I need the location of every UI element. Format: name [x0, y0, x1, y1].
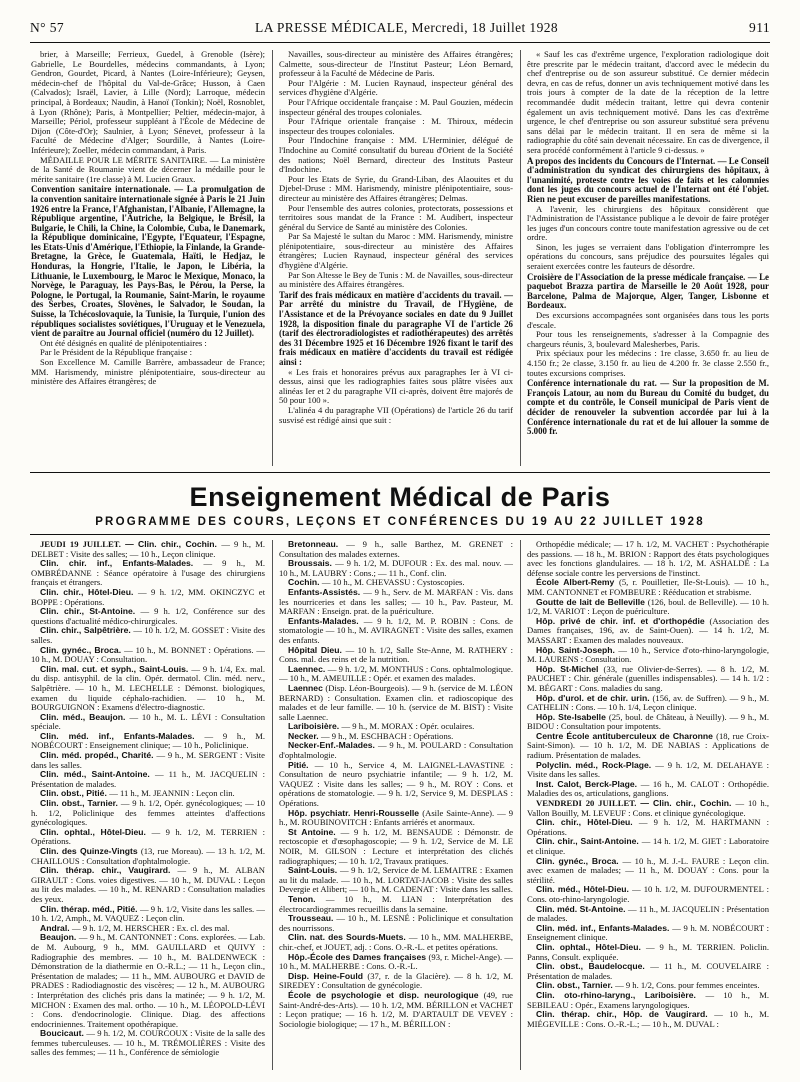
- program-entry: [31, 646, 265, 665]
- program-entry-heading: — Clin. chir., Cochin.: [640, 798, 736, 809]
- program-entry-text: — 9 h. 1/2, Cons. pour femmes enceintes.: [615, 980, 760, 991]
- program-entry-text: (49, rue Saint-André-des-Arts). — 10 h. 1/2, MM. BÉRILLON et VACHET : Leçon pratique; — 16 h. 1/2, M. D'ARTAULT DE VEVEY : Sociologie biologique; — 17 h., M. BÉRILLON :: [279, 989, 513, 1029]
- program-entry-heading: Tenon.: [288, 893, 326, 904]
- program-entry-heading: Clin. méd., Beaujon.: [40, 711, 130, 722]
- program-entry-heading: Broussais.: [288, 558, 336, 569]
- program-entry-heading: — Clin. chir., Cochin.: [125, 540, 222, 549]
- program-entry-text: — 9 h., M. DELBET : Visite des salles; — 10 h., Leçon clinique.: [31, 540, 265, 559]
- article-paragraph: Pour l'Afrique orientale française : M. Thiroux, médecin inspecteur des troupes coloniales.: [279, 116, 513, 136]
- news-column-2: [279, 50, 513, 466]
- news-column-3: [527, 50, 769, 466]
- program-entry-text: — 10 h., MM. MALHERBE, chir.-chef, et JOUET, adj. : Cons. O.-R.-L. et petites opérations.: [279, 932, 513, 952]
- program-entry-heading: Laennec.: [288, 663, 328, 674]
- program-entry-heading: Andral.: [40, 922, 72, 933]
- program-entry: [279, 809, 513, 828]
- program-entry-text: — 9 h., M. POULARD : Consultation d'ophtalmologie.: [279, 740, 513, 761]
- program-entry-heading: Clin. méd. St-Antoine.: [536, 903, 629, 914]
- program-entry: [527, 578, 769, 597]
- program-entry-text: — 9 h., M. ALBAN GIRAULT : Cons. voies digestives. — 10 h., M. DUVAL : Leçon au lit des malades. — 10 h., M. RENARD : Consultation maladies des yeux.: [31, 865, 265, 904]
- article-paragraph-heading: Conférence internationale du rat. — Sur la proposition de M. François Latour, au nom du Bureau du Comité du budget, du compte et du contrôle, le Conseil municipal de Paris vient de décider de renouveler la subvention accordée par lui à la Conférence internationale du rat et de lui allouer la somme de 5.000 fr.: [527, 378, 769, 437]
- program-entry: [279, 933, 513, 952]
- program-entry-heading: Clin. chir. inf., Enfants-Malades.: [40, 558, 204, 569]
- program-entry-text: (13, rue Moreau). — 13 h. 1/2, M. CHAILLOUS : Consultation d'ophtalmologie.: [31, 846, 265, 866]
- program-entry-text: — 9 h., M. ESCHBACH : Opérations.: [320, 730, 454, 741]
- article-paragraph: Son Excellence M. Camille Barrère, ambassadeur de France; MM. Harismendy, ministre plénipotentiaire, sous-directeur au ministère des Affaires étrangères; de: [31, 357, 265, 387]
- article-paragraph: « Sauf les cas d'extrême urgence, l'exploration radiologique doit être prescrite par le médecin traitant, d'accord avec le médecin du chef d'entreprise ou de son assureur substitué. Ce dernier médecin devra, en cas de refus, donner un avis techniquement motivé dans les trois jours à compter de la date de la réception de la lettre recommandée dudit médecin traitant, lettre qui devra contenir également un avis techniquement motivé. Dans les cas d'extrême urgence, le chef d'entreprise ou son assureur substitué sera prévenu sans délai par le médecin traitant. Il en sera de même si la radiographie du côté sain devenait nécessaire. En cas de divergence, il sera procédé conformément à l'article 9 ci-dessus. »: [527, 50, 769, 155]
- header-rule: [30, 42, 770, 43]
- program-entry: [31, 933, 265, 1029]
- program-entry-heading: Hôp. d'urol. et de chir. urin.: [536, 692, 653, 703]
- program-entry: [279, 895, 513, 914]
- program-entry: [527, 799, 769, 818]
- program-entry-heading: École de psychologie et disp. neurologique: [288, 989, 484, 1000]
- program-entry-text: — 10 h., Service d'oto-rhino-laryngologie, M. LAURENS : Consultation.: [527, 644, 769, 665]
- program-entry-heading: Hôpital Dieu.: [288, 644, 346, 655]
- program-entry-text: — 10 h., Service 4, M. LAIGNEL-LAVASTINE : Consultation de neuro psychiatrie infantile; — 9 h. 1/2, M. VAQUEZ : Visite dans les salles; — 9 h., M. ROY : Cons. et opérations de stomatologie. — 9 h. 1/2, Service 9, M. DESPLAS : Opérations.: [279, 759, 513, 809]
- program-entry-text: — 9 h. 1/2, M. TERRIEN : Opérations.: [31, 826, 265, 847]
- program-entry: [279, 953, 513, 972]
- program-entry-heading: Clin. thérap. chir., Vaugirard.: [40, 865, 178, 876]
- program-day: JEUDI 19 JUILLET.: [40, 540, 126, 549]
- program-entry-heading: Necker-Enf.-Malades.: [288, 740, 378, 751]
- program-entry-text: — 9 h. 1/2, M. DUFOUR : Ex. des mal. nouv. — 10 h., M. LAUBRY : Cons.; — 11 h., Conf. clin.: [279, 558, 513, 578]
- article-paragraph: Navailles, sous-directeur au ministère des Affaires étrangères; Calmette, sous-directeur de l'Institut Pasteur; Léon Bernard, professeur à la Faculté de Médecine de Paris.: [279, 50, 513, 79]
- program-entry-text: — 10 h., M. CHEVASSU : Cystoscopies.: [321, 577, 465, 588]
- article-paragraph-heading: A propos des incidents du Concours de l'Internat. — Le Conseil d'administration du syndicat des chirurgiens des hôpitaux, à l'unanimité, proteste contre les voies de faits et les calomnies dont les juges du concours actuel de l'Internat ont été l'objet. Rien ne peut excuser de pareilles manifestations.: [527, 155, 769, 204]
- program-entry: [527, 540, 769, 578]
- program-entry: [31, 665, 265, 713]
- program-entry-heading: Saint-Louis.: [288, 865, 340, 876]
- program-entry-text: (37, r. de la Glacière). — 8 h. 1/2, M. SIREDEY : Consultation de gynécologie.: [279, 970, 513, 991]
- program-entry-text: — 9 h., Serv. de M. MARFAN : Vis. dans les nourriceries et dans les salles; — 10 h., Pav. Pasteur, M. MARFAN : Enseign. prat. de la puériculture.: [279, 586, 513, 617]
- program-entry-text: — 10 h., Vallon Bouilly, M. LEVEUF : Cons. et clinique gynécologique.: [527, 798, 769, 818]
- section-rule: [30, 472, 770, 473]
- program-entry: [279, 914, 513, 933]
- program-entry-heading: Hôp. St-Michel: [536, 663, 604, 674]
- program-entry-heading: Hôp. Ste-Isabelle: [536, 711, 609, 722]
- program-entry: [527, 924, 769, 943]
- program-entry-text: — 9 h. 1/2, M. BENSAUDE : Démonstr. de rectoscopie et d'œsophagoscopie; — 9 h. 1/2, Service de M. LE NOIR, M. GILSON : Lecture et interprétation des clichés radiographiques; — 10 h. 1/2, Travaux pratiques.: [279, 826, 513, 866]
- program-entry-heading: Disp. Heine-Fould: [288, 970, 368, 981]
- program-entry: [279, 761, 513, 809]
- program-entry-text: — 9 h. 1/2, Conférence sur des questions d'actualité médico-chirurgicales.: [31, 606, 265, 626]
- program-entry-text: — 10 h. 1/2, Salle Ste-Anne, M. RATHERY : Cons. mal. des reins et de la nutrition.: [279, 644, 513, 665]
- program-entry-text: (126, boul. de Belleville). — 10 h. 1/2, M. VARIOT : Leçon de puériculture.: [527, 596, 769, 617]
- program-entry-heading: Clin. oto-rhino-laryng., Lariboisière.: [536, 989, 706, 1000]
- program-entry: [279, 617, 513, 646]
- program-entry-text: (25, boul. de Château, à Neuilly). — 9 h., M. BIDOU : Consultation pour impotents.: [527, 711, 769, 732]
- article-paragraph: Pour l'ensemble des autres colonies, protectorats, possessions et territoires sous mandat de la France : M. Audibert, inspecteur général du Service de Santé au ministère des Colonies.: [279, 202, 513, 232]
- program-entry-heading: Cochin.: [288, 577, 322, 588]
- program-entry-text: (33, rue Olivier-de-Serres). — 8 h. 1/2, M. PAUCHET : Chir. générale (guenilles indispensables). — 14 h. 1/2 : M. BÉGART : Cons. maladies du sang.: [527, 663, 769, 693]
- article-paragraph: Sinon, les juges se verraient dans l'obligation d'interrompre les opérations du concours, sans préjudice des poursuites légales qui seraient exercées contre les fauteurs de désordre.: [527, 241, 769, 272]
- program-entry-heading: Clin. méd. propéd., Charité.: [40, 750, 157, 761]
- program-entry-heading: Clin. gynéc., Broca.: [40, 644, 125, 655]
- program-entry: [527, 732, 769, 761]
- program-entry: [527, 837, 769, 856]
- program-entry-text: (156, av. de Suffren). — 9 h., M. CATHELIN : Cons. — 10 h. 1/4, Leçon clinique.: [527, 692, 769, 713]
- article-paragraph: Pour tous les renseignements, s'adresser à la Compagnie des chargeurs réunis, 3, boulevard Malesherbes, Paris.: [527, 329, 769, 349]
- program-entry-heading: Clin. obst., Tarnier.: [40, 798, 121, 809]
- program-entry-text: — 10 h., M. MIÉGEVILLE : Cons. O.-R.-L.; — 10 h., M. DUVAL :: [527, 1009, 769, 1029]
- program-entry-text: — 9 h., M. MORAX : Opér. oculaires.: [341, 721, 475, 732]
- program-entry-heading: Clin. méd. inf., Enfants-Malades.: [536, 922, 673, 933]
- program-entry: [31, 905, 265, 924]
- program-entry-heading: Clin. méd., Saint-Antoine.: [40, 769, 156, 780]
- article-paragraph-heading: Tarif des frais médicaux en matière d'accidents du travail. — Par arrêté du ministre du Travail, de l'Hygiène, de l'Assistance et de la Prévoyance sociales en date du 9 Juillet 1928, la disposition finale du paragraphe VI de l'article 26 (tarif des électroradiologistes et radiothérapeutes) des arrêtés des 31 Décembre 1925 et 16 Décembre 1926 fixant le tarif des frais médicaux en matière d'accidents du travail est rédigée ainsi :: [279, 289, 513, 367]
- program-entry: [31, 559, 265, 588]
- program-entry-heading: Clin. chir., Saint-Antoine.: [536, 836, 642, 847]
- program-entry: [527, 991, 769, 1010]
- program-entry-text: — 9 h. 1/2, Visite dans les salles. — 10 h. 1/2, Amph., M. VAQUEZ : Leçon clin.: [31, 903, 265, 924]
- program-column-1: [31, 540, 265, 1070]
- article-paragraph: Prix spéciaux pour les médecins : 1re classe, 3.650 fr. au lieu de 4.150 fr.; 2e classe, 3.150 fr. au lieu de 4.200 fr. 3e classe 2.550 fr., toutes excursions comprises.: [527, 348, 769, 378]
- program-entry-heading: Clin. méd., Hôtel-Dieu.: [536, 884, 633, 895]
- program-entry-text: (Disp. Léon-Bourgeois). — 9 h. (service de M. LÉON BERNARD) : Consultation. Examen clin. et radioscopique des malades et de leur famille. — 10 h. (service de M. BIST) : Visite salle Laennec.: [279, 682, 513, 722]
- program-entry: [279, 684, 513, 722]
- program-entry-heading: St Antoine.: [288, 826, 341, 837]
- program-entry: [279, 559, 513, 578]
- program-entry-heading: Polyclin. méd., Rock-Plage.: [536, 759, 656, 770]
- program-entry: [527, 905, 769, 924]
- program-entry-text: — 9 h., salle Barthez, M. GRENET : Consultation des malades externes.: [279, 540, 513, 559]
- news-column-1: [31, 50, 265, 466]
- program-column-2: [279, 540, 513, 1070]
- program-entry-text: — 9 h., M. CANTONNET : Cons. explorées. — Lab. de M. Aubourg, 9 h., MM. GAUILLARD et QUIVY : Radiographie des membres. — 10 h., M. BALDENWECK : Démonstration de la diathermie en O.-R.L.; — 11 h., Leçon clin., Présentation de malades; — 11 h., MM. AUBOURG et DAVID de PRADES : Radiodiagnostic des viscères; — 12 h., M. AUBOURG : Interprétation des clichés pris dans la matinée; — 9 h. 1/2, M. MICHON : Examen des mal. ortho. — 10 h., M. LÉOPOLD-LÉVI : Cons. d'endocrinologie. Clinique. Diag. des affections endocriniennes. Traitement opothérapique.: [31, 932, 265, 1029]
- program-entry-heading: Enfants-Assistés.: [288, 586, 364, 597]
- program-entry-text: Orthopédie médicale; — 17 h. 1/2, M. VACHET : Psychothérapie des passions. — 18 h., M. BRION : Rapport des états psychologiques avec les fonctions glandulaires. — 18 h. 1/2, M. ASHALDÉ : La défense sociale contre les perversions de l'instinct.: [527, 540, 769, 578]
- program-entry: [527, 617, 769, 646]
- program-entry-text: — 10 h., M. LESNÉ : Policlinique et consultation des nourrissons.: [279, 913, 513, 933]
- program-entry-text: — 9 h. 1/2, MM. OKINCZYC et BOPPE : Opérations.: [31, 586, 265, 607]
- article-paragraph: Des excursions accompagnées sont organisées dans tous les ports d'escale.: [527, 310, 769, 330]
- program-entry-heading: Clin. chir., Salpêtrière.: [40, 625, 134, 636]
- program-entry-text: — 10 h. 1/2, M. GOSSET : Visite des salles.: [31, 625, 265, 645]
- program-entry-text: — 9 h., M. SERGENT : Visite dans les salles.: [31, 750, 265, 770]
- article-paragraph: Pour l'Afrique occidentale française : M. Paul Gouzien, médecin inspecteur général des troupes coloniales.: [279, 96, 513, 117]
- program-entry-heading: Clin. chir., St-Antoine.: [40, 606, 141, 617]
- page-number-right: 911: [749, 20, 770, 35]
- program-entry-text: — 11 h., M. JACQUELIN : Présentation de malades.: [527, 903, 769, 924]
- program-entry-heading: Hôp. psychiatr. Henri-Rousselle: [288, 807, 423, 818]
- program-entry-text: — 10 h., M. BONNET : Opérations. — 10 h., M. DOUAY : Consultation.: [31, 644, 265, 665]
- program-entry-text: (93, r. Michel-Ange). — 10 h., M. MALHERBE : Cons. O.-R.-L.: [279, 951, 513, 972]
- article-paragraph: Par le Président de la République française :: [40, 347, 193, 358]
- program-entry-text: (Association des Dames françaises, 196, av. de Saint-Ouen). — 14 h. 1/2, M. MASSART : Examen des malades nouveaux.: [527, 615, 769, 645]
- program-entry: [527, 1010, 769, 1029]
- section-title: Enseignement Médical de Paris: [189, 482, 611, 512]
- program-entry-text: — 9 h., M. OMBRÉDANNE : Séance opératoire à l'usage des chirurgiens français et étrangers.: [31, 558, 265, 588]
- column-divider: [520, 540, 521, 1070]
- column-divider: [272, 540, 273, 1070]
- program-entry: [279, 665, 513, 684]
- program-entry-text: — 11 h., M. JEANNIN : Leçon clin.: [109, 788, 235, 799]
- program-entry-heading: Clin. nat. des Sourds-Muets.: [288, 932, 409, 943]
- program-entry: [31, 713, 265, 732]
- program-entry-heading: Hôp. privé de chir. inf. et d'orthopédie: [536, 615, 710, 626]
- program-entry-heading: Clin. mal. cut. et syph., Saint-Louis.: [40, 663, 192, 674]
- program-entry-text: — 10 h., M. L. LÉVI : Consultation spéciale.: [31, 711, 265, 732]
- program-entry-text: — 9 h. 1/2, M. DELAHAYE : Visite dans les salles.: [527, 759, 769, 780]
- program-entry-heading: Lariboisière.: [288, 721, 342, 732]
- program-entry: [31, 607, 265, 626]
- program-entry: [527, 713, 769, 732]
- program-entry-text: — 9 h. 1/2, Service de M. LEMAITRE : Examen au lit du malade. — 10 h., M. LORTAT-JACOB : Visite des salles Devergie et Alibert; — 10 h., M. CADENAT : Visite dans les salles.: [279, 865, 513, 895]
- program-entry-heading: Necker.: [288, 730, 321, 741]
- program-entry-text: (18, rue Croix-Saint-Simon). — 10 h. 1/2, M. DE NABIAS : Applications de radium. Présentation de malades.: [527, 730, 769, 761]
- program-entry-heading: Trousseau.: [288, 913, 337, 924]
- program-entry-heading: Laennec: [288, 682, 326, 693]
- program-entry-heading: Clin. obst., Baudelocque.: [536, 961, 651, 972]
- program-entry-text: — 9 h. 1/2, M. P. ROBIN : Cons. de stomatologie — 10 h., M. AVIRAGNET : Visite des salles, examen des enfants.: [279, 615, 513, 645]
- page-number-left: N° 57: [30, 20, 65, 35]
- article-paragraph-heading: Croisière de l'Association de la presse médicale française. — Le paquebot Brazza partira de Marseille le 20 Août 1928, pour Barcelone, Palma de Majorque, Alger, Tanger, Lisbonne et Bordeaux.: [527, 271, 769, 311]
- program-entry: [31, 588, 265, 607]
- program-entry-text: (5, r. Pouilletier, Ile-St-Louis). — 10 h., MM. CANTONNET et FOMBEURE : Rééducation et strabisme.: [527, 577, 769, 597]
- program-entry-heading: Clin. chir., Hôtel-Dieu.: [40, 586, 139, 597]
- program-entry: [279, 540, 513, 559]
- program-entry-text: (Asile Sainte-Anne). — 9 h., M. ROUBINOVITCH : Enfants arriérés et anormaux.: [279, 807, 513, 828]
- program-entry-heading: Clin. thérap. chir., Hôp. de Vaugirard.: [536, 1009, 715, 1020]
- running-header: [30, 20, 770, 38]
- program-entry-heading: École Albert-Remy: [536, 577, 619, 588]
- program-entry-heading: Clin. gynéc., Broca.: [536, 855, 623, 866]
- program-entry-heading: Clin. ophtal., Hôtel-Dieu.: [536, 941, 646, 952]
- program-entry-heading: Pitié.: [288, 759, 315, 770]
- program-entry-text: — 9 h. 1/2, Opér. gynécologiques; — 10 h. 1/2, Policlinique des femmes atteintes d'affections gynécologiques.: [31, 798, 265, 828]
- program-entry: [279, 866, 513, 895]
- article-paragraph: brier, à Marseille; Ferrieux, Guedel, à Grenoble (Isère); Gabrielle, Le Bourdelles, médecins commandants, à Lyon; Gendron, Gourdet, Picard, à Nantes (Loire-Inférieure); Geysen, médecin-chef de l'hôpital du Val-de-Grâce; Husson, à Caen (Calvados); Israël, Lavier, à Lille (Nord); Larroque, médecin principal, à Bordeaux; Naudin, à Hanoï (Tonkin); Noël, Rosnoblet, à Lyon (Rhône); Paris, à Montpellier; Peltier, médecin-major, à Marseille; Périol, professeur suppléant à l'École de Médecine de Dijon (Côte-d'Or); Saulnier, à Lyon; Sénevet, professeur à la Faculté de Médecine d'Alger; Sourdille, à Nantes (Loire-Inférieure); Zoeller, médecin commandant, à Paris.: [31, 50, 265, 155]
- program-entry-text: — 16 h., M. CALOT : Orthopédie. Maladies des os, articulations, ganglions.: [527, 778, 769, 799]
- program-entry: [31, 828, 265, 847]
- program-entry: [31, 1029, 265, 1058]
- program-entry-heading: Hôp. Saint-Joseph.: [536, 644, 619, 655]
- journal-title: LA PRESSE MÉDICALE, Mercredi, 18 Juillet 1928: [255, 20, 559, 35]
- program-entry-text: — 9 h. 1/2, M. COURCOUX : Visite de la salle des femmes tuberculeuses. — 10 h., M. TRÉMOLIÈRES : Visite des salles des femmes; — 11 h., Conférence de sémiologie: [31, 1028, 265, 1058]
- program-entry-heading: Goutte de lait de Belleville: [536, 596, 648, 607]
- program-entry-heading: Clin. thérap. méd., Pitié.: [40, 903, 140, 914]
- program-entry-text: — 11 h., M. COUVELAIRE : Présentation de malades.: [527, 961, 769, 981]
- article-paragraph: Par Sa Majesté le sultan du Maroc : MM. Harismendy, ministre plénipotentiaire, sous-directeur au ministère des Affaires étrangères; Lucien Raynaud, inspecteur général des services d'hygiène d'Algérie.: [279, 231, 513, 271]
- program-entry: [279, 828, 513, 866]
- article-paragraph: Pour l'Indochine française : MM. L'Herminier, délégué de l'Indochine au Comité consultatif du bureau d'Orient de la Société des nations; Noël Bernard, directeur des Instituts Pasteur d'Indochine.: [279, 135, 513, 175]
- program-day: VENDREDI 20 JUILLET.: [536, 798, 641, 809]
- program-entry: [527, 943, 769, 962]
- program-entry-heading: Centre École antituberculeux de Charonne: [536, 730, 717, 741]
- program-entry-heading: Boucicaut.: [40, 1028, 87, 1039]
- program-entry-text: — 9 h. 1/2, M. HARTMANN : Opérations.: [527, 817, 769, 837]
- program-entry: [279, 741, 513, 760]
- article-paragraph: A l'avenir, les chirurgiens des hôpitaux considèrent que l'Administration de l'Assistance publique a le devoir de faire protéger les juges d'un concours contre toute manifestation agressive ou de cet ordre.: [527, 203, 769, 243]
- article-paragraph: MÉDAILLE POUR LE MÉRITE SANITAIRE. — La ministère de la Santé de Roumanie vient de décerner la médaille pour le mérite sanitaire (1re classe) à M. Lucien Graux.: [31, 154, 265, 184]
- program-entry-text: — 10 h., M. SEBILEAU : Opér., Examens laryngologiques.: [527, 989, 769, 1010]
- column-divider: [520, 50, 521, 466]
- article-paragraph: Par Son Altesse le Bey de Tunis : M. de Navailles, sous-directeur au ministère des Affaires étrangères.: [279, 269, 513, 290]
- program-entry: [31, 847, 265, 866]
- column-divider: [272, 50, 273, 466]
- program-entry-heading: Inst. Calot, Berck-Plage.: [536, 778, 641, 789]
- program-entry-text: — 9 h., M. TERRIEN. Policlin. Panns, Consult. expliquée.: [527, 941, 769, 962]
- article-paragraph: L'alinéa 4 du paragraphe VII (Opérations) de l'article 26 du tarif susvisé est rédigé ainsi que suit :: [279, 404, 513, 425]
- article-paragraph: Pour les Etats de Syrie, du Grand-Liban, des Alaouites et du Djebel-Druse : MM. Harismendy, ministre plénipotentiaire, sous-directeur au ministère des Affaires étrangères; Delmas.: [279, 173, 513, 203]
- article-paragraph: « Les frais et honoraires prévus aux paragraphes Ier à VI ci-dessus, ainsi que les radiographies faites sous plâtre visées aux alinéas Ier et 2 du paragraphe VII ci-après, doivent être majorés de 50 pour 100 ».: [279, 366, 513, 406]
- program-entry: [527, 818, 769, 837]
- program-entry-text: — 10 h., M. J.-L. FAURE : Leçon clin. avec examen de malades; — 11 h., M. DOUAY : Cons. pour la stérilité.: [527, 855, 769, 885]
- program-entry: [279, 972, 513, 991]
- program-entry-heading: Bretonneau.: [288, 540, 347, 549]
- program-entry: [31, 540, 265, 559]
- program-entry: [527, 962, 769, 981]
- program-entry: [31, 626, 265, 645]
- program-entry-text: — 11 h., M. JACQUELIN : Présentation de malades.: [31, 769, 265, 789]
- program-entry: [31, 732, 265, 751]
- program-entry-heading: Clin. méd. inf., Enfants-Malades.: [40, 730, 205, 741]
- program-entry: [527, 665, 769, 694]
- program-entry: [31, 751, 265, 770]
- program-entry-heading: Clin. des Quinze-Vingts: [40, 846, 141, 856]
- program-entry: [279, 588, 513, 617]
- program-entry-text: — 9 h. 1/2, M. HERSCHER : Ex. cl. des mal.: [72, 922, 230, 933]
- program-column-3: [527, 540, 769, 1070]
- program-entry-heading: Clin. obst., Tarnier.: [536, 980, 616, 991]
- program-entry: [527, 885, 769, 904]
- program-entry-heading: Hôp.-École des Dames françaises: [288, 951, 429, 962]
- program-entry-text: — 9 h. 1/4, Ex. mal. du disp. antisyphil. de la clin. Opér. dermatol. Clin. méd. nerv., Salpêtrière. — 10 h., M. LECHELLE : Démonst. biologiques, examen du liquide céphalo-rachidien. — 10 h., M. BOURGUIGNON : Examens d'électro-diagnostic.: [31, 663, 265, 713]
- program-entry-text: — 10 h., M. LIAN : Interprétation des électrocardiogrammes recueillis dans la semaine.: [279, 893, 513, 914]
- program-entry-heading: Beaujon.: [40, 932, 79, 943]
- program-entry-heading: Clin. obst., Pitié.: [40, 788, 110, 799]
- program-entry-text: — 9 h. M. NOBÉCOURT : Enseignement clinique.: [527, 922, 769, 943]
- program-entry-heading: Clin. ophtal., Hôtel-Dieu.: [40, 826, 152, 837]
- program-entry: [527, 780, 769, 799]
- program-entry: [31, 866, 265, 904]
- program-entry: [279, 991, 513, 1029]
- program-entry: [527, 761, 769, 780]
- program-entry-heading: Clin. chir., Hôtel-Dieu.: [536, 817, 639, 828]
- article-paragraph: Pour l'Algérie : M. Lucien Raynaud, inspecteur général des services d'hygiène d'Algérie.: [279, 77, 513, 98]
- program-entry: [527, 598, 769, 617]
- section-subtitle: PROGRAMME DES COURS, LEÇONS ET CONFÉRENCES DU 19 AU 22 JUILLET 1928: [95, 516, 705, 528]
- subtitle-rule: [30, 534, 770, 535]
- program-entry-text: — 10 h. 1/2, M. DUFOURMENTEL : Cons. oto-rhino-laryngologie.: [527, 884, 769, 904]
- program-entry: [31, 799, 265, 828]
- program-entry: [31, 770, 265, 789]
- program-entry-text: — 9 h., M. NOBÉCOURT : Enseignement clinique; — 10 h., Policlinique.: [31, 730, 265, 751]
- article-paragraph: Ont été désignés en qualité de plénipotentiaires :: [40, 337, 207, 348]
- program-entry-text: — 9 h. 1/2, M. MONTHUS : Cons. ophtalmologique. — 10 h., M. AMEUILLE : Opér. et examen des malades.: [279, 663, 513, 684]
- program-entry-heading: Enfants-Malades.: [288, 615, 364, 626]
- program-entry: [279, 646, 513, 665]
- program-entry: [527, 857, 769, 886]
- program-entry: [527, 646, 769, 665]
- article-paragraph-heading: Convention sanitaire internationale. — La promulgation de la convention sanitaire internationale signée à Paris le 21 Juin 1926 entre la France, l'Afghanistan, l'Albanie, l'Allemagne, la République argentine, l'Autriche, la Belgique, le Brésil, la Bulgarie, le Chili, la Chine, la Colombie, Cuba, le Danemark, la République dominicaine, l'Egypte, l'Equateur, l'Espagne, les Etats-Unis d'Amérique, l'Ethiopie, la Finlande, la Grande-Bretagne, la Grèce, le Guatemala, Haïti, le Hedjaz, le Honduras, la Hongrie, l'Italie, le Japon, le Libéria, la Lithuanie, le Luxembourg, le Maroc le Mexique, Monaco, la Norvège, le Paraguay, les Pays-Bas, le Pérou, la Perse, la Pologne, le Portugal, la Roumanie, Saint-Marin, le royaume des Serbes, Croates, Slovènes, le Salvador, le Soudan, la Suisse, la Tchécoslovaquie, la Tunisie, la Turquie, l'union des républiques socialistes soviétiques, l'Uruguay et le Venezuela, vient de paraître au Journal officiel (numéro du 12 Juillet).: [31, 184, 265, 339]
- program-entry-text: — 14 h. 1/2, M. GIET : Laboratoire et clinique.: [527, 836, 769, 856]
- program-entry: [527, 694, 769, 713]
